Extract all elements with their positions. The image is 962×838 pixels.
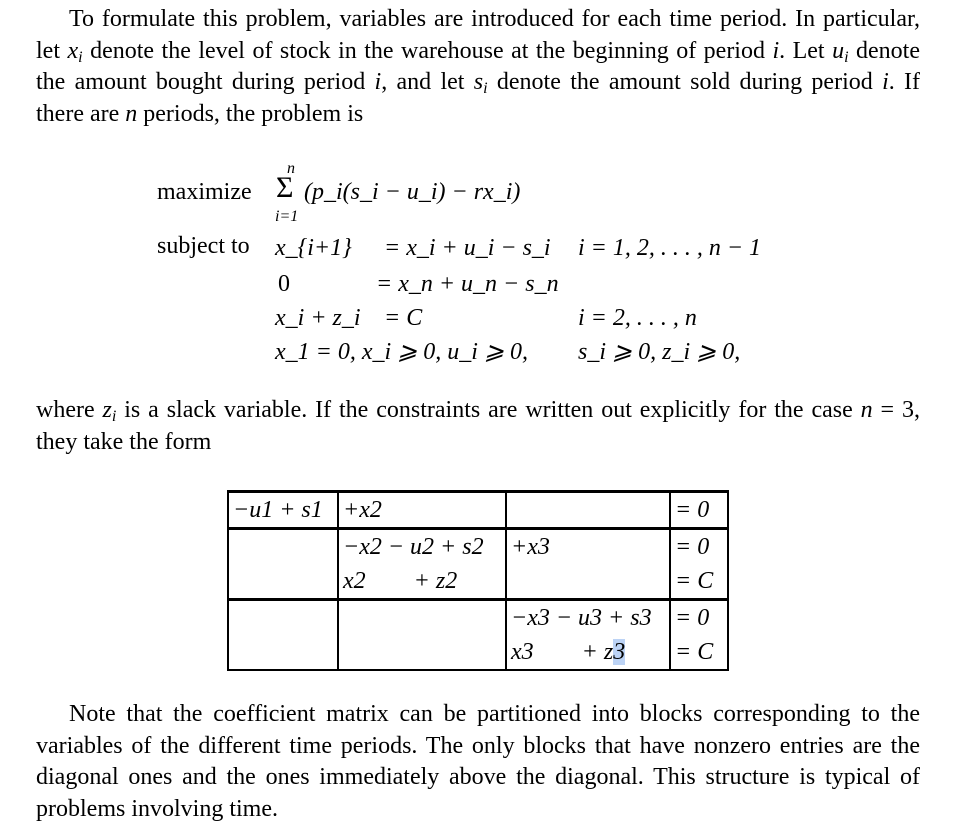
constraint-1-range: i = 1, 2, . . . , n − 1 <box>578 235 762 261</box>
table-cell <box>507 564 669 598</box>
constraint-3-lhs: x_i + z_i <box>275 305 361 331</box>
table-cell <box>229 564 337 598</box>
nonnegativity-lhs: x_1 = 0, x_i ⩾ 0, u_i ⩾ 0, <box>275 339 529 365</box>
table-cell <box>339 635 505 669</box>
table-cell: = 0 <box>675 497 710 523</box>
intro-paragraph: To formulate this problem, variables are introduced for each time period. In particular, let $x_i$ denote the level of stock in the warehouse at the beginning of period i. Let $u_i$ denote the amount bought during period i, and let $s_i$ denote the amount sold during period i. If there are n periods, the problem is <box>36 6 921 127</box>
table-cell: −x2 − u2 + s2 <box>343 534 484 560</box>
table-cell: x2 + z2 <box>343 568 458 594</box>
subject-to-label: subject to <box>157 233 250 259</box>
table-cell: = C <box>675 568 714 594</box>
constraint-3-rhs: = C <box>384 305 423 331</box>
table-row-group-1 <box>228 492 728 529</box>
table-cell: x3 + z3 <box>511 639 626 665</box>
constraint-2-rhs: = x_n + u_n − s_n <box>376 271 559 297</box>
closing-paragraph: Note that the coefficient matrix can be partitioned into blocks corresponding to the variables of the different time periods. The only blocks that have nonzero entries are the diagonal ones and the ones immediately above the diagonal. This structure is typical of problems involving time. <box>36 701 920 822</box>
highlighted-subscript: 3 <box>613 639 626 665</box>
objective-expression: (p_i(s_i − u_i) − rx_i) <box>304 179 521 205</box>
table-cell <box>339 601 505 635</box>
sum-lower-limit: i=1 <box>275 208 299 225</box>
table-cell: +x2 <box>343 497 382 523</box>
table-cell: −u1 + s1 <box>233 497 323 523</box>
constraint-3-range: i = 2, . . . , n <box>578 305 697 331</box>
sum-upper-limit: n <box>287 160 295 177</box>
middle-paragraph: where $z_i$ is a slack variable. If the constraints are written out explicitly for the case n = 3, they take the form <box>36 397 921 455</box>
table-row-group-3 <box>228 600 728 671</box>
table-cell: −x3 − u3 + s3 <box>511 605 652 631</box>
table-cell: = 0 <box>675 534 710 560</box>
block-constraint-table <box>227 490 729 671</box>
table-cell <box>507 493 669 527</box>
table-cell: +x3 <box>511 534 550 560</box>
maximize-label: maximize <box>157 179 252 205</box>
table-cell: = 0 <box>675 605 710 631</box>
table-cell <box>229 530 337 564</box>
sum-symbol: Σ <box>276 171 294 204</box>
table-row-group-2 <box>228 529 728 600</box>
constraint-1-rhs: = x_i + u_i − s_i <box>384 235 551 261</box>
table-cell <box>229 601 337 635</box>
constraint-1-lhs: x_{i+1} <box>275 235 352 261</box>
constraint-2-lhs: 0 <box>278 271 290 297</box>
nonnegativity-rhs: s_i ⩾ 0, z_i ⩾ 0, <box>578 339 741 365</box>
table-cell: = C <box>675 639 714 665</box>
table-cell <box>229 635 337 669</box>
